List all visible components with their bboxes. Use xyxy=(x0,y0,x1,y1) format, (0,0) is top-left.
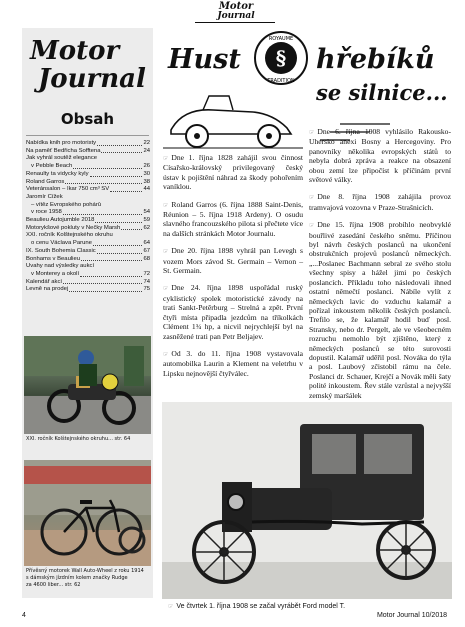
toc-leader-dots xyxy=(97,253,143,254)
toc-item xyxy=(26,209,150,217)
toc-leader-dots xyxy=(121,229,142,230)
toc-heading: Obsah xyxy=(60,110,115,128)
toc-leader-dots xyxy=(80,276,142,277)
pointer-icon: ☞ xyxy=(163,155,169,162)
title-word-hust: Hust xyxy=(168,44,241,75)
logo-word-journal: Journal xyxy=(38,64,146,94)
toc-item-page: 38 xyxy=(143,178,150,185)
toc-leader-dots xyxy=(95,222,142,223)
page-number: 4 xyxy=(22,612,26,619)
toc-item-title: IX. South Bohemia Classic xyxy=(26,247,96,254)
toc-leader-dots xyxy=(65,183,142,184)
pointer-icon: ☞ xyxy=(163,248,169,256)
toc-item-title: Levně na prodej xyxy=(26,286,69,293)
toc-item xyxy=(26,194,150,202)
toc-item-title: – vítěz Evropského pohárů xyxy=(31,201,102,208)
article-left-paragraph xyxy=(163,153,303,192)
article-left-text: Dne 24. října 1898 uspořádal ruský cyklistický spolek motoristické závody na trati Sankt-Petěrburg – Strelná a zpět. První čtyři místa připadla jezdcům na tříkolkách Clément 1¾ hp, a nicvil nejrychlejší byl na zasněžené trati pan Petr Beljajev. xyxy=(163,283,303,341)
article-column-left xyxy=(163,153,303,386)
toc-item-title: o cenu Václava Parune xyxy=(31,240,92,247)
toc-item-title: Veteránsalon – Ikar 750 cm³ SV xyxy=(26,186,110,193)
article-left-paragraph xyxy=(163,283,303,340)
ford-model-t-illustration xyxy=(162,402,452,599)
toc-item-title: Roland Garros xyxy=(26,178,65,185)
photo2-caption xyxy=(26,568,144,589)
toc-item xyxy=(26,279,150,287)
toc-item-page: 24 xyxy=(143,147,150,154)
toc-item xyxy=(26,286,150,294)
toc-item-page: 68 xyxy=(143,255,150,262)
pointer-icon: ☞ xyxy=(309,194,315,202)
toc-leader-dots xyxy=(73,168,142,169)
logo-word-motor: Motor xyxy=(30,36,120,66)
toc-item xyxy=(26,256,150,264)
toc-item-page: 74 xyxy=(143,278,150,285)
toc-leader-dots xyxy=(97,145,142,146)
toc-item-title: Bonhams v Beaulieu xyxy=(26,255,81,262)
emblem-top-text: ROYAUME xyxy=(268,36,294,42)
header-logo-line1: Motor xyxy=(218,1,254,12)
toc-item-page: 54 xyxy=(143,209,150,216)
article-right-paragraph xyxy=(309,127,451,184)
toc-leader-dots xyxy=(69,291,142,292)
article-right-text: Dne 15. října 1908 probíhlo neobvyklé bouřlivé zasedání českého sněmu. Příčinou byl návrh českých poslanců na ukončení obstrukčních projevů poslanců německých. „...Poslanec Bachmann sebral ze svého stolu všechny spisy a hážel jimi po českých poslancích. Příkladu toho následovali ihned ostatní němečtí poslanci. Nábíle vylít z německých lavic do vzduchu kalamář a pořízal inkoustem několik českých poslanců. Trefilo se, že kalamář hodil buď posl. Stransky, nebo dr. Pergelt, ale ve všeobecném rozruchu nemohlo být zjištěno, který z německých poslanců se této surovosti dopustil. Kalamář uděřil posl. Nováka do týla a posl. Laubový zčistobil rámu na čele. Poslanci dr. Schauer, Krejčí a Novák měli šaty polité inkoustem. Řev stále vzrůstal a nejvyšší zemský maršálek xyxy=(309,220,451,400)
motorcycle-race-illustration xyxy=(24,336,151,434)
photo2-caption-line2: s dámským jízdním kolem značky Rudge xyxy=(26,575,128,581)
pointer-icon: ☞ xyxy=(163,350,169,358)
header-logo-line2: Journal xyxy=(217,11,255,21)
toc-item xyxy=(26,263,150,271)
toc-leader-dots xyxy=(110,191,142,192)
toc-leader-dots xyxy=(101,152,142,153)
toc-item xyxy=(26,171,150,179)
table-of-contents xyxy=(26,140,150,294)
article-left-paragraph xyxy=(163,200,303,239)
toc-item xyxy=(26,240,150,248)
toc-rule xyxy=(26,135,149,136)
article-right-text: Dne 6. října 1908 vyhlásilo Rakousko-Uhersko anexi Bosny a Hercegoviny. Pro panovníky několika evropských států to nebyla dobrá zpráva a reakce na obsazení obou zemí lze připočíst k příčinám první světové války. xyxy=(309,127,451,185)
toc-leader-dots xyxy=(63,214,143,215)
toc-item xyxy=(26,248,150,256)
article-left-text: Roland Garros (6. října 1888 Saint-Denis, Réunion – 5. října 1918 Ardeny). O osudu slavného francouzského pilota si přečtete více na dalších stránkách Motor Journalu. xyxy=(163,199,303,238)
title-subtitle: se silnice... xyxy=(316,80,448,105)
toc-item-page: 72 xyxy=(143,270,150,277)
toc-item xyxy=(26,202,150,210)
toc-item xyxy=(26,179,150,187)
toc-item xyxy=(26,225,150,233)
article-column-right xyxy=(309,127,451,408)
pointer-icon: ☞ xyxy=(168,604,174,610)
toc-item xyxy=(26,271,150,279)
toc-item-title: Jak vyhrál soutěž elegance xyxy=(26,155,98,162)
royal-emblem-icon xyxy=(253,30,309,86)
sidebar-panel xyxy=(22,28,153,598)
toc-item-page: 62 xyxy=(143,224,150,231)
svg-text:§: § xyxy=(275,46,287,70)
header-logo xyxy=(206,2,266,21)
toc-leader-dots xyxy=(93,245,143,246)
toc-item xyxy=(26,155,150,163)
toc-item-page: 44 xyxy=(143,186,150,193)
toc-item-title: Úvahy nad výsledky aukcí xyxy=(26,263,95,270)
main-photo-caption-text: Ve čtvrtek 1. října 1908 se začal vyrábět Ford model T. xyxy=(176,603,346,610)
toc-item-title: v Monterey a okolí xyxy=(31,270,80,277)
toc-item-title: Renaulty ta vidycky kyly xyxy=(26,170,89,177)
article-left-text: Od 3. do 11. října 1908 vystavovala automobilka Laurin a Klement na veletrhu v Lipsku nejnovější čtyřválec. xyxy=(163,348,303,378)
article-right-text: Dne 8. října 1908 zahájila provoz tramvajová vozovna v Praze-Strašnicích. xyxy=(309,192,451,212)
toc-item-page: 59 xyxy=(143,217,150,224)
toc-item-title: XXI. ročník Kolštejnského okruhu xyxy=(26,232,113,239)
toc-item-page: 26 xyxy=(143,163,150,170)
toc-item-page: 67 xyxy=(143,247,150,254)
main-photo-caption xyxy=(168,603,345,610)
emblem-bottom-text: TRADITION xyxy=(267,78,295,84)
photo2-caption-line1: Přívěsný motorek Wall Auto-Wheel z roku 1914 xyxy=(26,568,144,574)
ford-model-t-photo xyxy=(162,402,452,599)
article-left-text: Dne 20. října 1898 vyhrál pan Levegh s vozem Mors závod St. Germain – Vernon – St. Germain. xyxy=(163,246,303,276)
toc-leader-dots xyxy=(90,176,143,177)
photo1-caption: XXI. ročník Kolštejnského okruhu... str. 64 xyxy=(26,436,131,442)
toc-item-title: Beaulieu Autojumble 2018 xyxy=(26,217,95,224)
toc-item xyxy=(26,232,150,240)
title-word-hrebiku: hřebíků xyxy=(316,44,435,75)
toc-item-title: Na paměť Bedřicha Sofftena xyxy=(26,147,101,154)
toc-item-title: v Pebble Beach xyxy=(31,163,73,170)
article-right-paragraph xyxy=(309,220,451,400)
toc-item xyxy=(26,186,150,194)
article-right-paragraph xyxy=(309,192,451,212)
issue-label: Motor Journal 10/2018 xyxy=(376,612,447,619)
pointer-icon: ☞ xyxy=(309,222,315,230)
toc-item-title: v roce 1958 xyxy=(31,209,62,216)
article-left-paragraph xyxy=(163,246,303,275)
toc-item-title: Kalendář akcí xyxy=(26,278,63,285)
vintage-car-sketch xyxy=(163,88,303,150)
article-left-paragraph xyxy=(163,349,303,378)
pointer-icon: ☞ xyxy=(309,129,315,136)
photo2-caption-line3: za 4600 liber... str. 62 xyxy=(26,582,81,588)
toc-item-page: 75 xyxy=(143,286,150,293)
race-photo xyxy=(24,336,151,434)
pointer-icon: ☞ xyxy=(163,201,169,209)
motor-journal-logo xyxy=(28,34,148,102)
toc-item-title: Jaromír Čížek xyxy=(26,193,63,200)
toc-leader-dots xyxy=(81,260,142,261)
toc-item-title: Nabídka knih pro motoristy xyxy=(26,140,97,146)
toc-leader-dots xyxy=(63,283,142,284)
toc-item-title: Motorykšové pokluty v Nečky Marsh xyxy=(26,224,121,231)
toc-item-page: 22 xyxy=(143,140,150,146)
pointer-icon: ☞ xyxy=(163,285,169,293)
toc-item xyxy=(26,163,150,171)
toc-item xyxy=(26,140,150,148)
toc-item-page: 64 xyxy=(143,240,150,247)
auto-wheel-photo xyxy=(24,460,151,566)
header-rule xyxy=(195,22,275,23)
toc-item-page: 30 xyxy=(143,170,150,177)
bicycle-illustration xyxy=(24,460,151,566)
toc-item xyxy=(26,148,150,156)
toc-item xyxy=(26,217,150,225)
article-left-text: Dne 1. října 1828 zahájil svou činnost Císařsko-královský privilegovaný český ústav k pojištění náhrad za škody pohořením vaníklou. xyxy=(163,153,303,192)
